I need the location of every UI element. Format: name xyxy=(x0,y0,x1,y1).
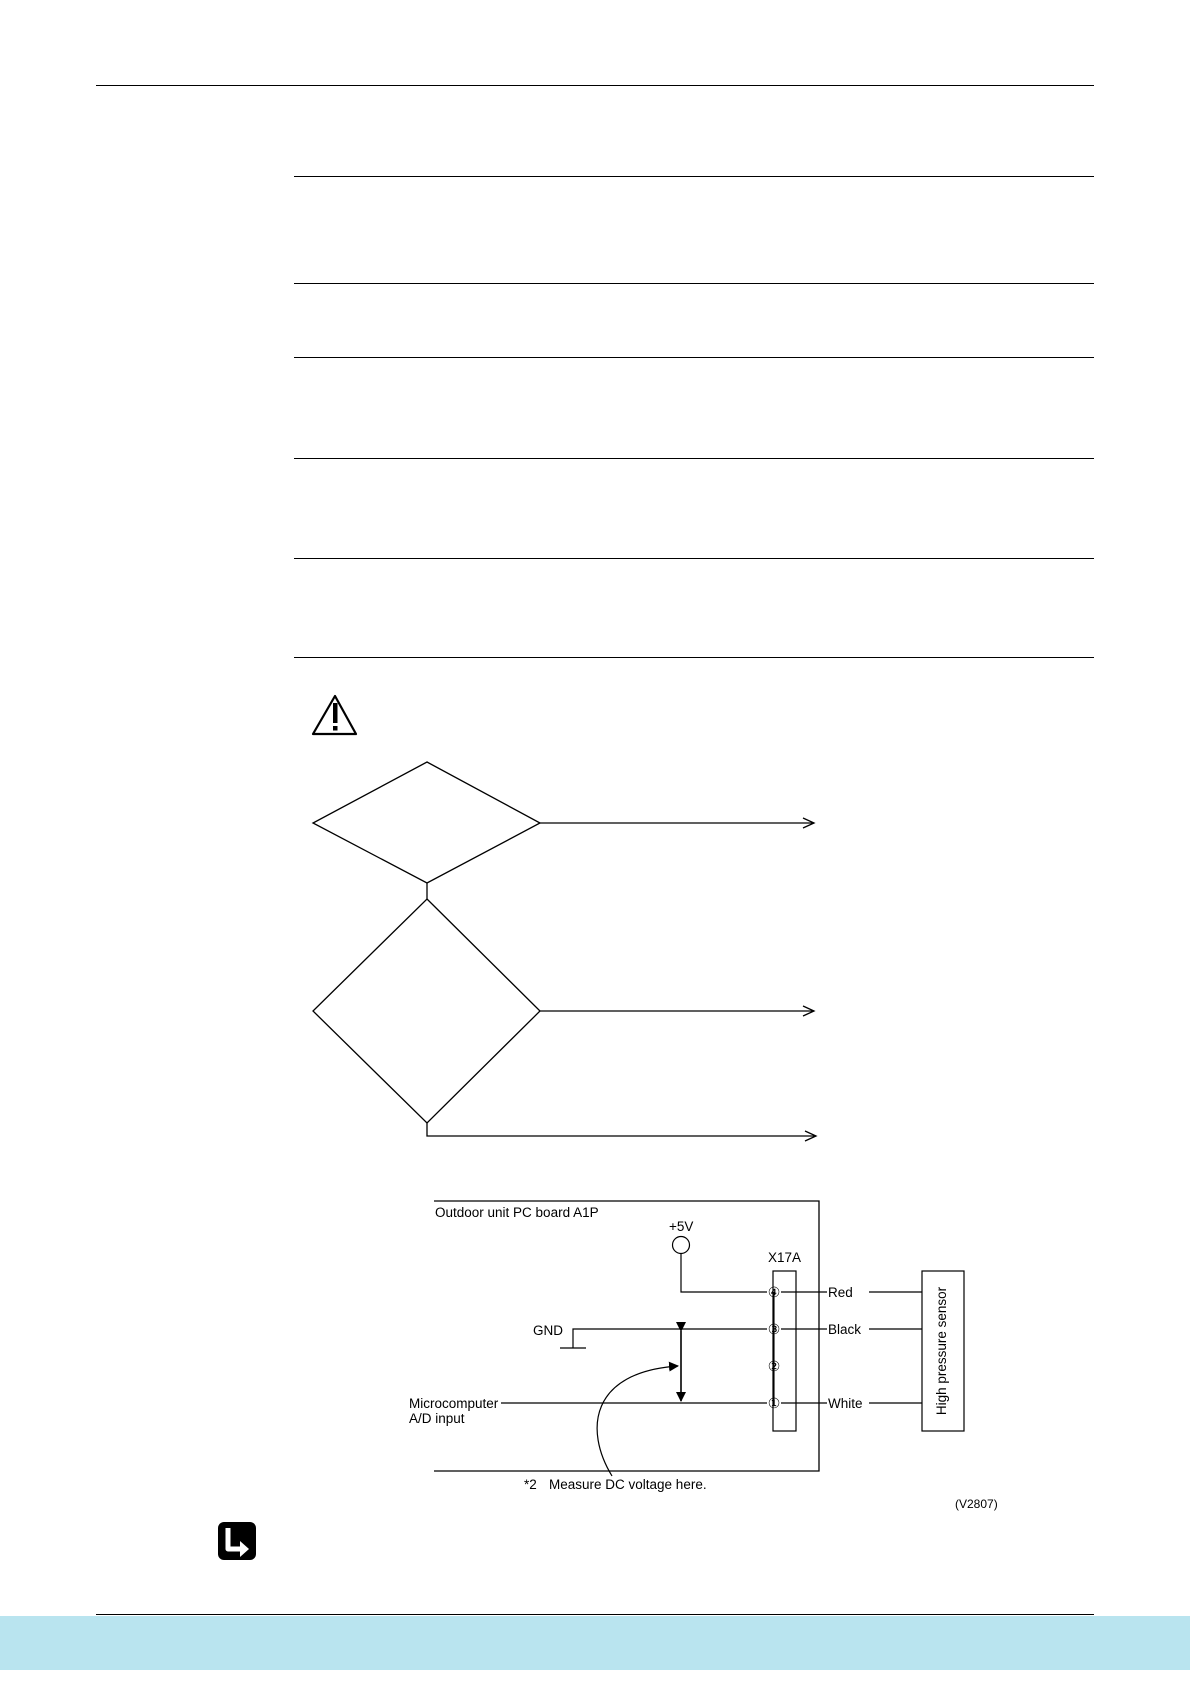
wire-red-label: Red xyxy=(828,1285,853,1300)
pin-2: ② xyxy=(767,1358,781,1374)
footer-band xyxy=(0,1616,1190,1670)
wire-white-label: White xyxy=(828,1396,863,1411)
wire-black-label: Black xyxy=(828,1322,862,1337)
warning-triangle-icon xyxy=(313,696,356,734)
measure-note-mark: *2 xyxy=(524,1477,537,1492)
flowchart xyxy=(313,762,816,1136)
high-pressure-sensor-label: High pressure sensor xyxy=(934,1286,949,1416)
gnd-label: GND xyxy=(533,1323,563,1338)
reference-arrow-icon xyxy=(218,1522,256,1560)
measure-pointer xyxy=(597,1366,678,1476)
measure-note-text: Measure DC voltage here. xyxy=(549,1477,707,1492)
decision-diamond-2 xyxy=(313,899,540,1123)
gnd-wire xyxy=(573,1329,767,1348)
supply-label: +5V xyxy=(669,1219,694,1234)
ad-input-label-2: A/D input xyxy=(409,1411,465,1426)
pin-1: ① xyxy=(767,1395,781,1411)
ad-input-label-1: Microcomputer xyxy=(409,1396,499,1411)
circuit-diagram xyxy=(409,1201,998,1511)
pin-4: ④ xyxy=(767,1284,781,1300)
connector-label: X17A xyxy=(768,1250,802,1265)
decision-diamond-1 xyxy=(313,762,540,883)
supply-wire xyxy=(681,1254,767,1292)
supply-terminal xyxy=(673,1237,690,1254)
pc-board-outline xyxy=(434,1201,819,1471)
pc-board-label: Outdoor unit PC board A1P xyxy=(435,1205,599,1220)
pin-3: ③ xyxy=(767,1321,781,1337)
flow-arrow-3 xyxy=(427,1123,816,1136)
figure-code: (V2807) xyxy=(955,1497,998,1511)
